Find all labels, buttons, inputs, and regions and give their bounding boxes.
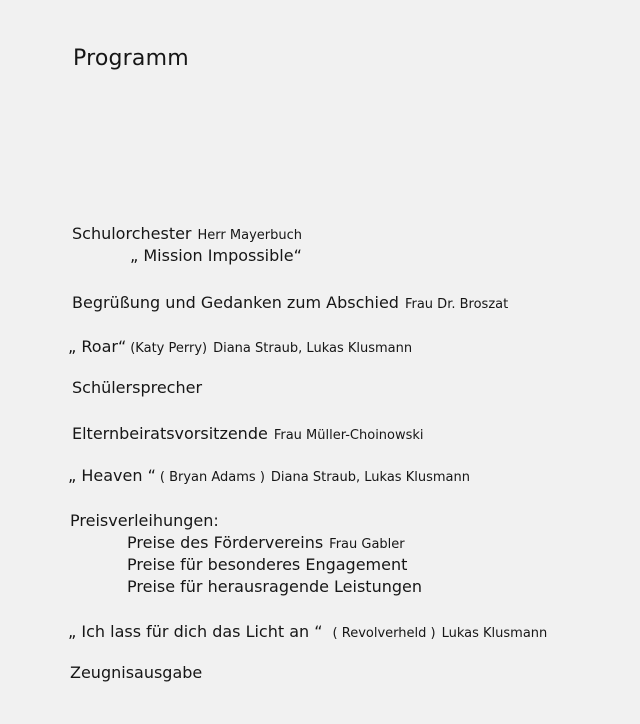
program-item-elternbeirat [72, 424, 424, 443]
program-item-schuelersprecher [72, 378, 202, 397]
award-item-leistungen [127, 577, 422, 596]
program-item-zeugnisausgabe [70, 663, 202, 682]
program-item-preisverleihungen [70, 511, 219, 530]
item-performer: Lukas Klusmann [441, 626, 548, 641]
program-item-heaven [68, 466, 470, 485]
award-item-foerderverein [127, 533, 405, 552]
award-presenter: Frau Gabler [329, 537, 405, 552]
program-item-licht [68, 622, 547, 641]
program-item-song-title: „ Mission Impossible“ [130, 246, 302, 265]
item-title: Schülersprecher [72, 378, 203, 397]
award-label: Preise für herausragende Leistungen [127, 577, 422, 596]
item-title: Schulorchester [72, 224, 192, 243]
song-title: „ Heaven “ [68, 466, 156, 485]
song-title: „ Roar“ [68, 337, 127, 356]
item-performer: Frau Müller-Choinowski [273, 428, 424, 443]
program-item-roar [68, 337, 412, 356]
award-label: Preise für besonderes Engagement [127, 555, 408, 574]
item-title: Elternbeiratsvorsitzende [72, 424, 268, 443]
item-performer: Diana Straub, Lukas Klusmann [270, 470, 470, 485]
item-title: Begrüßung und Gedanken zum Abschied [72, 293, 399, 312]
song-artist: ( Bryan Adams ) [159, 470, 265, 485]
item-title: Zeugnisausgabe [70, 663, 203, 682]
program-item-schulorchester [72, 224, 302, 243]
item-performer: Frau Dr. Broszat [404, 297, 509, 312]
item-performer: Herr Mayerbuch [197, 228, 302, 243]
item-performer: Diana Straub, Lukas Klusmann [213, 341, 413, 356]
page-title: Programm [73, 46, 189, 71]
song-artist: (Katy Perry) [130, 341, 208, 356]
item-title: Preisverleihungen: [70, 511, 219, 530]
song-title: „ Ich lass für dich das Licht an “ [68, 622, 323, 641]
program-item-begruessung [72, 293, 508, 312]
award-item-engagement [127, 555, 407, 574]
song-artist: ( Revolverheld ) [332, 626, 436, 641]
award-label: Preise des Fördervereins [127, 533, 324, 552]
